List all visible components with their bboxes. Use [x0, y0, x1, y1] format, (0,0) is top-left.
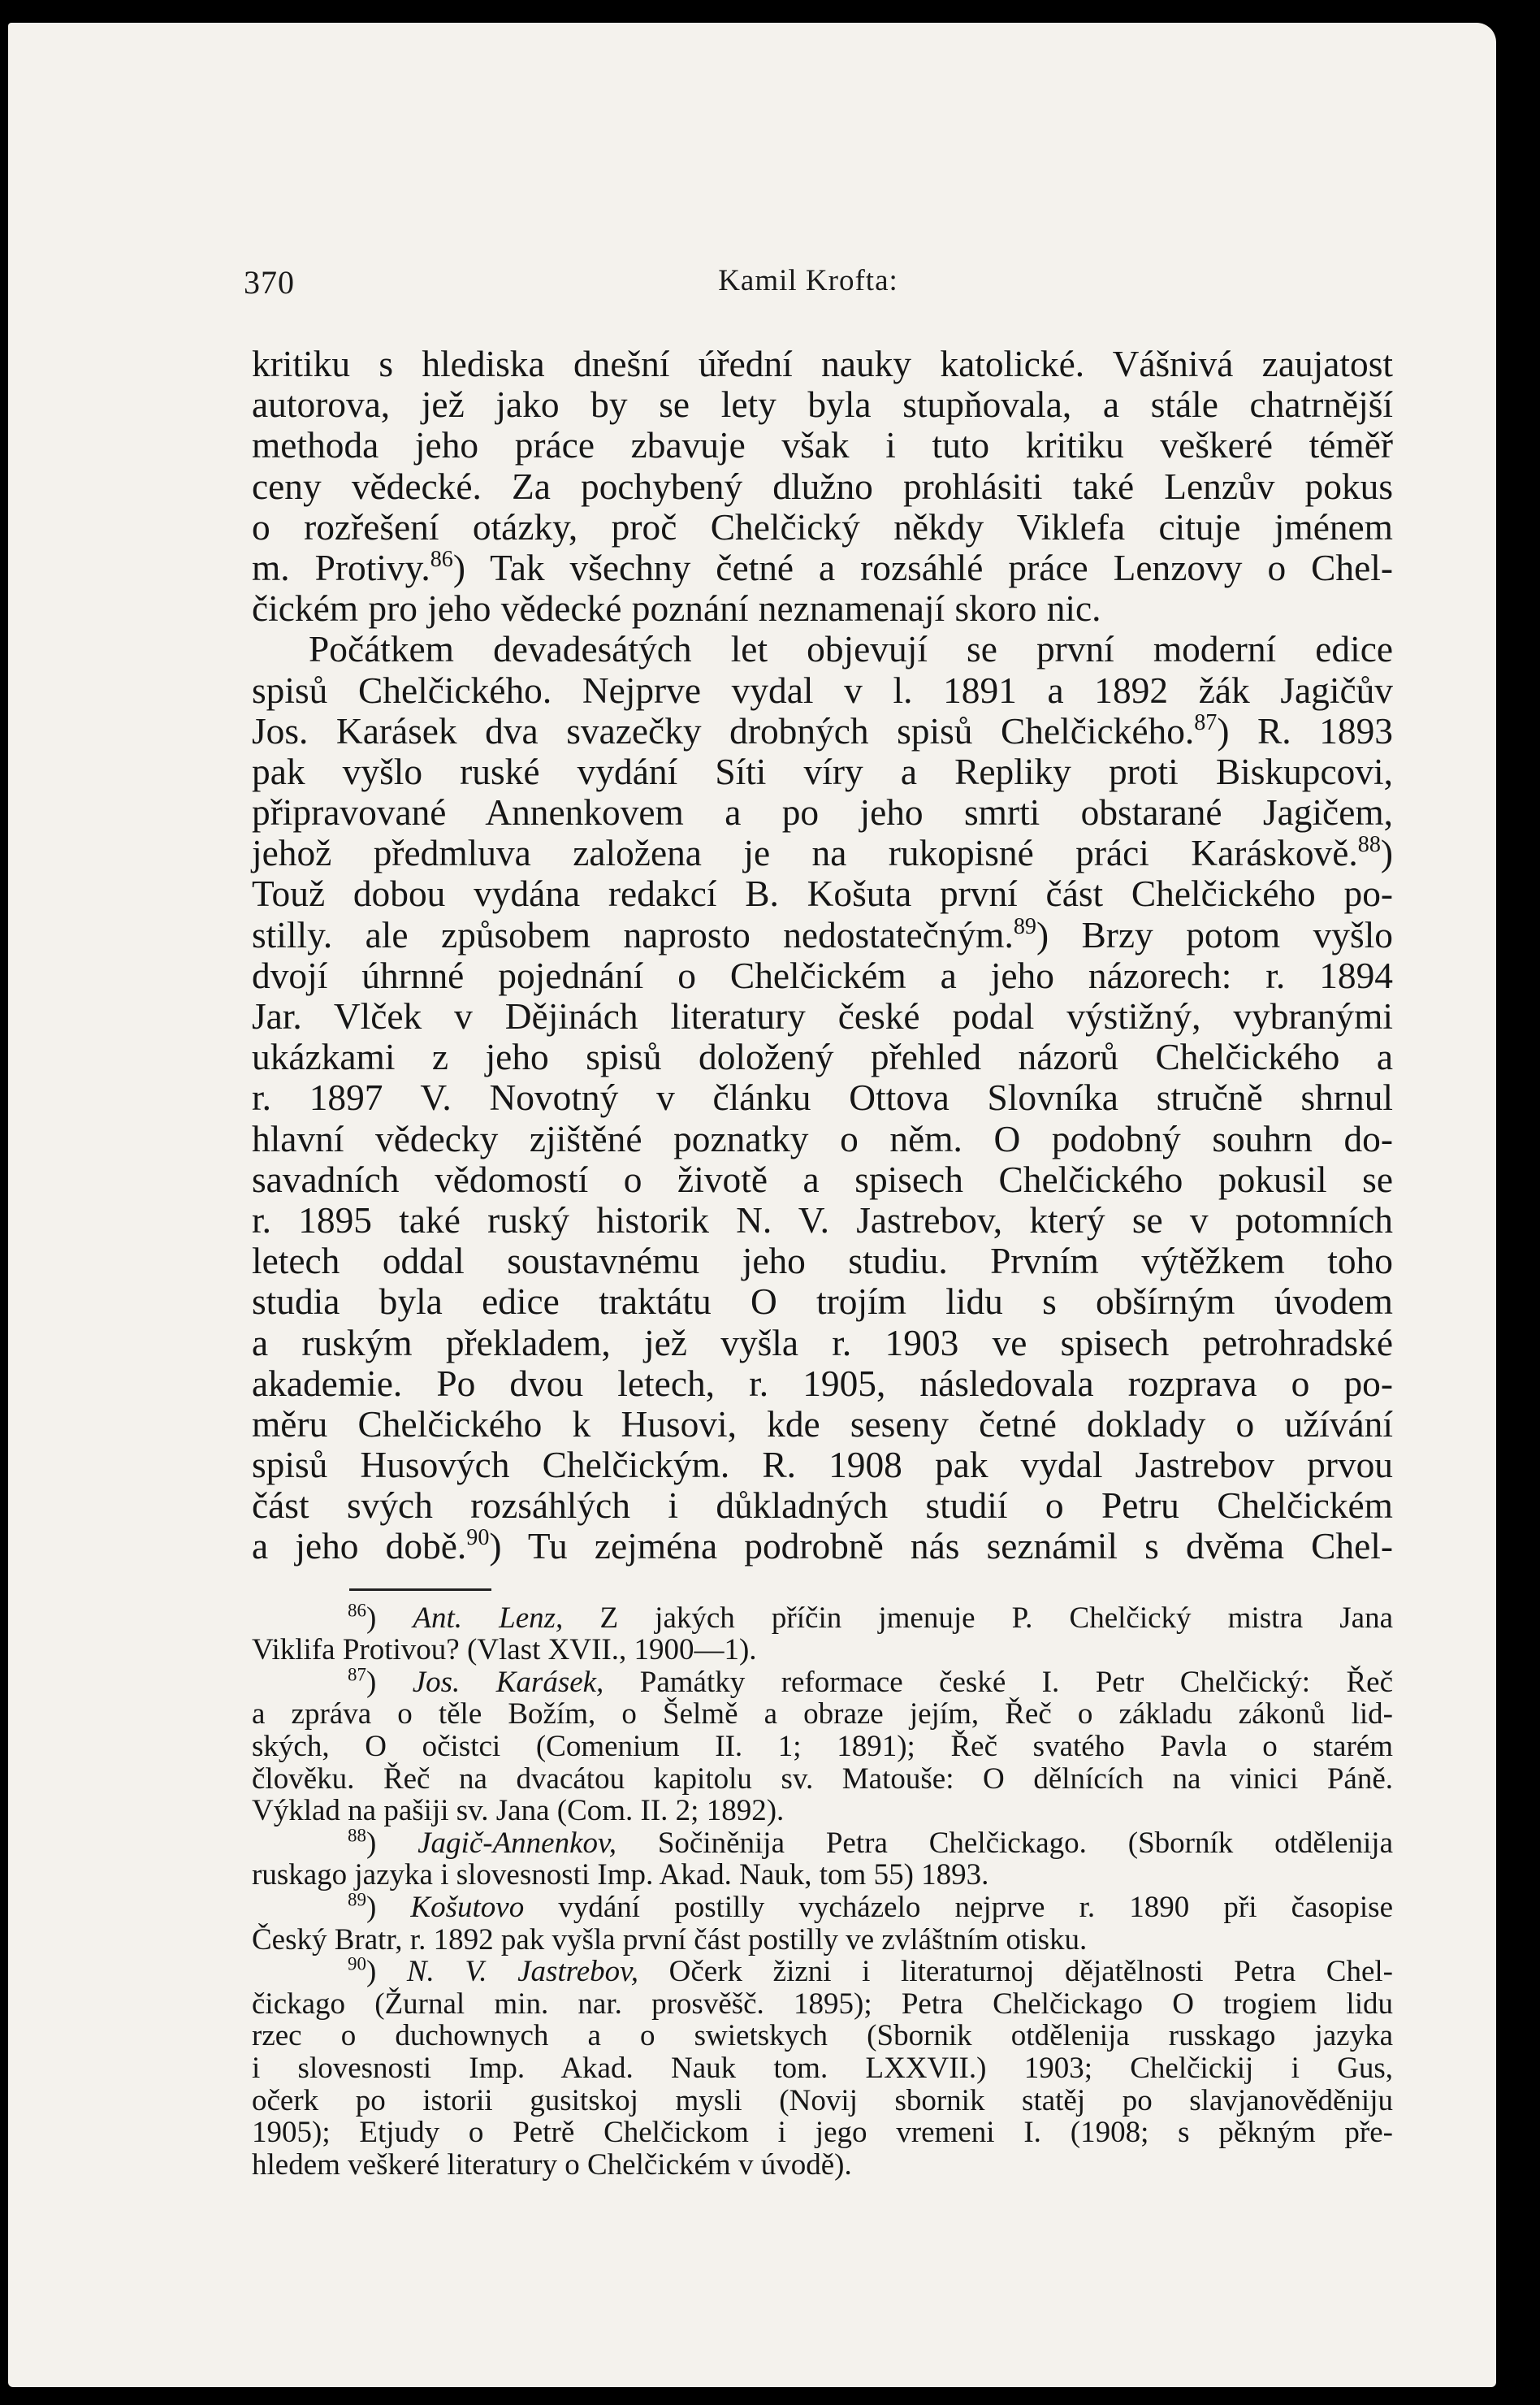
- main-text-segment: stilly. ale způsobem naprosto nedostatečným.: [252, 914, 1014, 956]
- main-text-line: r. 1897 V. Novotný v článku Ottova Slovníka stručně shrnul: [252, 1077, 1393, 1119]
- footnote-line: člověku. Řeč na dvacátou kapitolu sv. Matouše: O dělnících na vinici Páně.: [252, 1762, 1393, 1796]
- main-text-line: akademie. Po dvou letech, r. 1905, následovala rozprava o po-: [252, 1363, 1393, 1404]
- main-text-line: r. 1895 také ruský historik N. V. Jastrebov, který se v potomních: [252, 1199, 1393, 1241]
- main-text-line: dvojí úhrnné pojednání o Chelčickém a jeho názorech: r. 1894: [252, 955, 1393, 996]
- footnote-line: 1905); Etjudy o Petrě Chelčickom i jego vremeni I. (1908; s pěkným pře-: [252, 2116, 1393, 2150]
- main-text-line: část svých rozsáhlých i důkladných studií o Petru Chelčickém: [252, 1485, 1393, 1527]
- footnote-reference-87[interactable]: 87: [1194, 709, 1218, 735]
- footnote-reference-86[interactable]: 86: [430, 547, 453, 573]
- main-text-segment: ) Tu zejména podrobně nás seznámil s dvěma Chel-: [489, 1526, 1393, 1567]
- main-text-line: [252, 711, 1393, 752]
- page-header: [244, 242, 1373, 307]
- main-text-line: ukázkami z jeho spisů doložený přehled názorů Chelčického a: [252, 1037, 1393, 1078]
- main-text-line: hlavní vědecky zjištěné poznatky o něm. O podobný souhrn do-: [252, 1118, 1393, 1159]
- footnote-reference-88[interactable]: 88: [1357, 832, 1381, 858]
- footnote-line: ských, O očistci (Comenium II. 1; 1891); Řeč svatého Pavla o starém: [252, 1730, 1393, 1763]
- main-text-line: [252, 833, 1393, 873]
- footnote-line: $^{86}$) Ant. Lenz, Z jakých příčin jmenuje P. Chelčický mistra Jana: [348, 1599, 1394, 1635]
- footnote-marker: 89: [348, 1889, 366, 1910]
- main-text-line: Touž dobou vydána redakcí B. Košuta první část Chelčického po-: [252, 873, 1393, 915]
- footnote-line: ruskago jazyka i slovesnosti Imp. Akad. Nauk, tom 55) 1893.: [252, 1858, 989, 1892]
- main-text-line: spisů Chelčického. Nejprve vydal v l. 1891 a 1892 žák Jagičův: [252, 670, 1393, 711]
- footnote-text: Z jakých příčin jmenuje P. Chelčický mistra Jana: [599, 1601, 1394, 1635]
- footnote-line: Český Bratr, r. 1892 pak vyšla první část postilly ve zvláštním otisku.: [252, 1922, 1088, 1956]
- main-text-segment: ) Tak všechny četné a rozsáhlé práce Lenzovy o Chel-: [452, 547, 1394, 588]
- main-text-line: [252, 1526, 1393, 1566]
- main-text-segment: ) Brzy potom vyšlo: [1036, 914, 1393, 956]
- main-text-line: letech oddal soustavnému jeho studiu. Prvním výtěžkem toho: [252, 1241, 1393, 1282]
- footnote-reference-90[interactable]: 90: [466, 1525, 490, 1551]
- page-body: [252, 344, 1393, 2181]
- footnote-90: [252, 1953, 1393, 2182]
- paragraph-start-line: Počátkem devadesátých let objevují se první moderní edice: [309, 629, 1393, 670]
- footnote-marker: 86: [348, 1599, 366, 1620]
- footnote-line: Výklad na pašiji sv. Jana (Com. II. 2; 1892).: [252, 1794, 785, 1828]
- main-text-line: o rozřešení otázky, proč Chelčický někdy Viklefa cituje jménem: [252, 506, 1393, 548]
- footnote-text: Sočiněnija Petra Chelčickago. (Sborník otdělenija: [657, 1826, 1394, 1860]
- footnote-87: [252, 1666, 1393, 1827]
- running-head: Kamil Krofta:: [718, 264, 898, 297]
- footnote-marker: 88: [348, 1825, 366, 1846]
- main-text-line: autorova, jež jako by se lety byla stupňovala, a stále chatrnější: [252, 384, 1393, 426]
- main-text-line: Jar. Vlček v Dějinách literatury české podal výstižný, vybranými: [252, 996, 1393, 1037]
- main-text-segment: Jos. Karásek dva svazečky drobných spisů Chelčického.: [252, 710, 1195, 752]
- footnote-line: rzec o duchownych a o swietskych (Sbornik otdělenija russkago jazyka: [252, 2019, 1393, 2053]
- main-text-line: studia byla edice traktátu O trojím lidu s obšírným úvodem: [252, 1281, 1393, 1323]
- footnote-author: Jagič-Annenkov,: [417, 1826, 616, 1860]
- footnote-marker: 87: [348, 1664, 366, 1685]
- main-text-line: čickém pro jeho vědecké poznání neznamenají skoro nic.: [252, 588, 1101, 630]
- main-text-line: spisů Husových Chelčickým. R. 1908 pak vydal Jastrebov prvou: [252, 1445, 1393, 1486]
- main-text-line: připravované Annenkovem a po jeho smrti obstarané Jagičem,: [252, 792, 1393, 834]
- footnote-86: [252, 1599, 1394, 1667]
- footnote-author: Jos. Karásek,: [412, 1665, 604, 1699]
- footnote-89: [252, 1889, 1394, 1956]
- footnote-text: vydání postilly vycházelo nejprve r. 1890 při časopise: [558, 1890, 1394, 1924]
- footnote-line: Viklifa Protivou? (Vlast XVII., 1900—1).: [252, 1633, 757, 1667]
- footnote-line: $^{90}$) N. V. Jastrebov, Očerk žizni i literaturnoj dějatělnosti Petra Chel-: [348, 1953, 1393, 1989]
- footnote-author: Ant. Lenz,: [413, 1601, 564, 1635]
- footnote-88: [252, 1827, 1393, 1892]
- main-text-segment: m. Protivy.: [252, 547, 430, 588]
- main-text-segment: a jeho době.: [252, 1526, 467, 1567]
- footnote-line: a zpráva o těle Božím, o Šelmě a obraze jejím, Řeč o základu zákonů lid-: [252, 1697, 1393, 1731]
- main-text-line: měru Chelčického k Husovi, kde seseny četné doklady o užívání: [252, 1403, 1393, 1445]
- footnote-line: $^{89}$) Košutovo vydání postilly vycházelo nejprve r. 1890 při časopise: [348, 1889, 1394, 1924]
- main-text-line: methoda jeho práce zbavuje však i tuto kritiku veškeré téměř: [252, 425, 1393, 466]
- footnote-text: Památky reformace české I. Petr Chelčický: Řeč: [639, 1665, 1394, 1699]
- main-text-segment: ) R. 1893: [1217, 710, 1393, 752]
- footnote-divider: [349, 1588, 491, 1591]
- footnote-line: i slovesnosti Imp. Akad. Nauk tom. LXXVII.) 1903; Chelčickij i Gus,: [252, 2051, 1393, 2085]
- footnote-author: N. V. Jastrebov,: [406, 1955, 639, 1989]
- footnote-marker: 90: [348, 1953, 366, 1974]
- footnote-line: čickago (Žurnal min. nar. prosvěšč. 1895); Petra Chelčickago O trogiem lidu: [252, 1987, 1393, 2021]
- main-text-segment: ): [1380, 833, 1393, 874]
- footnote-line: hledem veškeré literatury o Chelčickém v úvodě).: [252, 2147, 852, 2182]
- footnote-author: Košutovo: [410, 1890, 525, 1924]
- main-text-line: [252, 915, 1393, 956]
- footnote-line: očerk po istorii gusitskoj mysli (Novij sbornik statěj po slavjanověděniju: [252, 2083, 1393, 2117]
- main-text-line: savadních vědomostí o životě a spisech Chelčického pokusil se: [252, 1159, 1393, 1200]
- main-text-line: ceny vědecké. Za pochybený dlužno prohlásiti také Lenzův pokus: [252, 466, 1393, 507]
- main-text-line: pak vyšlo ruské vydání Síti víry a Repliky proti Biskupcovi,: [252, 751, 1393, 792]
- footnote-reference-89[interactable]: 89: [1013, 913, 1036, 939]
- main-text-segment: jehož předmluva založena je na rukopisné práci Karáskově.: [252, 833, 1358, 874]
- page-number: 370: [244, 264, 295, 301]
- footnote-line: $^{87}$) Jos. Karásek, Památky reformace české I. Petr Chelčický: Řeč: [348, 1664, 1394, 1699]
- footnote-line: $^{88}$) Jagič-Annenkov, Sočiněnija Petra Chelčickago. (Sborník otdělenija: [348, 1825, 1394, 1860]
- main-text-line: [252, 548, 1393, 588]
- main-text-line: a ruským překladem, jež vyšla r. 1903 ve spisech petrohradské: [252, 1322, 1393, 1363]
- book-page: [8, 23, 1496, 2387]
- main-text-line: kritiku s hlediska dnešní úřední nauky katolické. Vášnivá zaujatost: [252, 344, 1393, 384]
- footnote-text: Očerk žizni i literaturnoj dějatělnosti Petra Chel-: [668, 1955, 1393, 1989]
